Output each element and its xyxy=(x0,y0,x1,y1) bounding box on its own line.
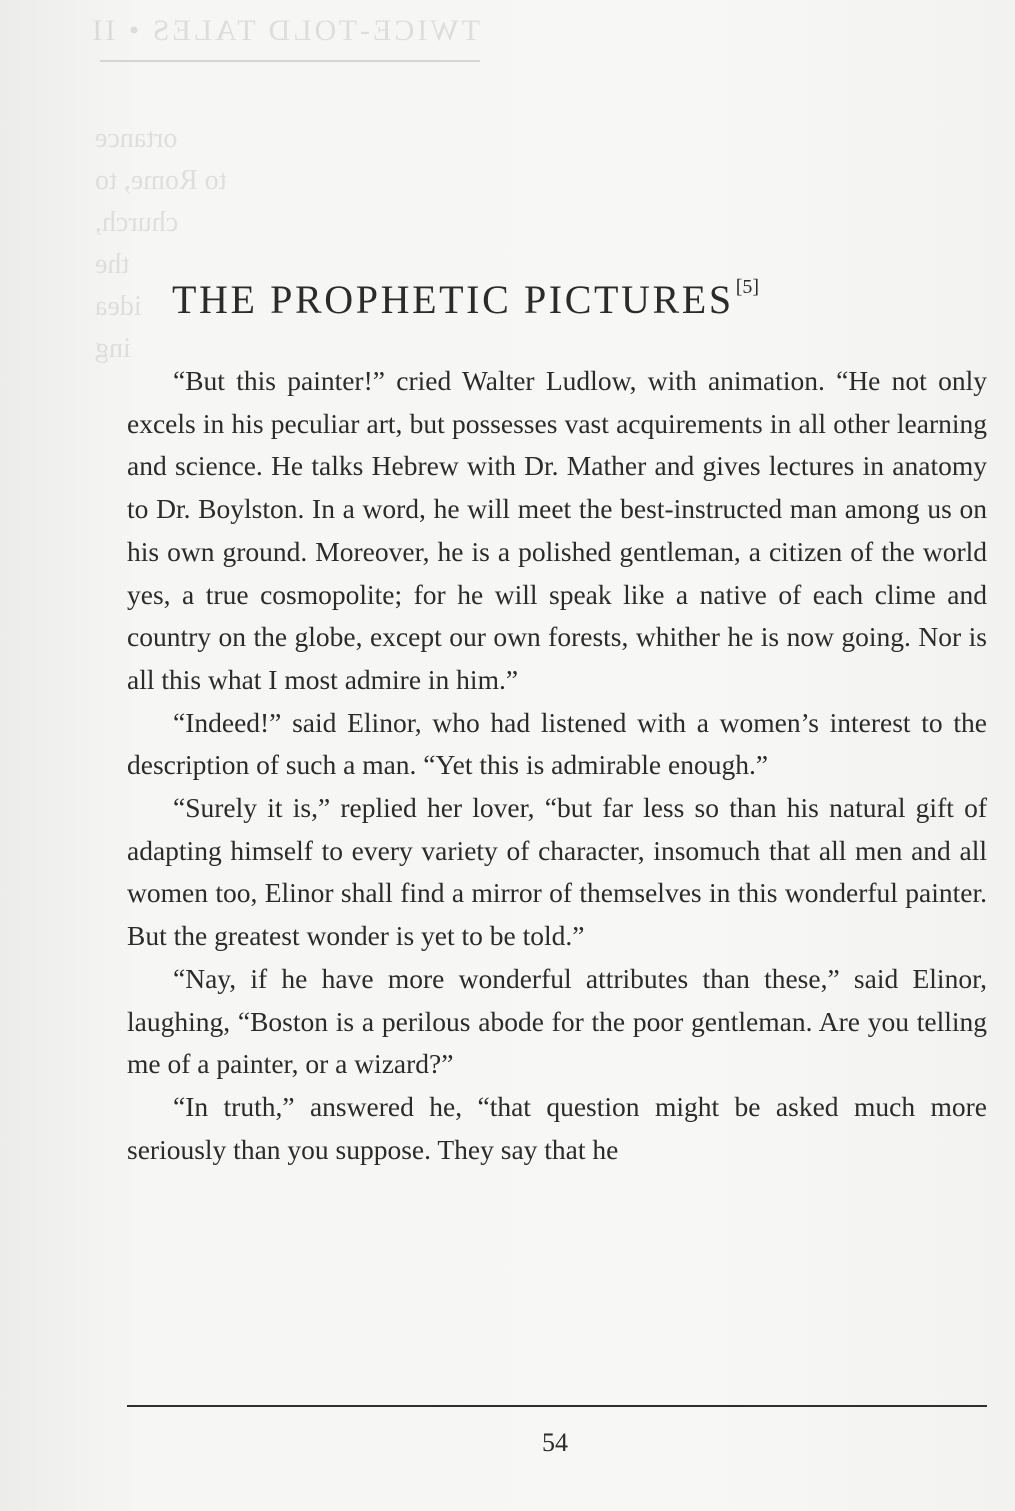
bleed-through-rule xyxy=(100,60,480,62)
bleed-line: idea xyxy=(95,291,142,322)
bleed-line: ortance xyxy=(95,123,178,154)
bleed-line: to Rome, to xyxy=(95,165,227,196)
body-text xyxy=(127,360,987,1171)
bleed-line: the xyxy=(95,249,130,280)
paragraph: “But this painter!” cried Walter Ludlow, with animation. “He not only excels in his peculiar art, but possesses vast acquirements in all other learning and science. He talks Hebrew with Dr. Mather and gives lectures in anatomy to Dr. Boylston. In a word, he will meet the best-instructed man among us on his own ground. Moreover, he is a polished gentleman, a citizen of the world yes, a true cosmopolite; for he will speak like a native of each clime and country on the globe, except our own forests, whither he is now going. Nor is all this what I most admire in him.” xyxy=(127,365,987,695)
paragraph: “Nay, if he have more wonderful attributes than these,” said Elinor, laughing, “Boston is a perilous abode for the poor gentleman. Are you telling me of a painter, or a wizard?” xyxy=(127,962,987,1080)
bleed-line: ing xyxy=(95,333,131,364)
page-number: 54 xyxy=(542,1428,568,1457)
bleed-through-header: TWICE-TOLD TALES • II xyxy=(89,14,480,47)
footer-rule xyxy=(127,1405,987,1407)
footnote-marker: [5] xyxy=(735,276,760,298)
paragraph: “Surely it is,” replied her lover, “but far less so than his natural gift of adapting himself to every variety of character, insomuch that all men and all women too, Elinor shall find a mirror of themselves in this wonderful painter. But the greatest wonder is yet to be told.” xyxy=(127,792,987,952)
paragraph: “Indeed!” said Elinor, who had listened with a women’s interest to the description of such a man. “Yet this is admirable enough.” xyxy=(127,706,987,781)
chapter-title-text: THE PROPHETIC PICTURES xyxy=(172,277,734,322)
bleed-through-text xyxy=(95,118,315,370)
bleed-line: church, xyxy=(95,207,179,238)
paragraph: “In truth,” answered he, “that question might be asked much more seriously than you suppose. They say that he xyxy=(127,1090,987,1165)
chapter-title xyxy=(172,276,759,323)
